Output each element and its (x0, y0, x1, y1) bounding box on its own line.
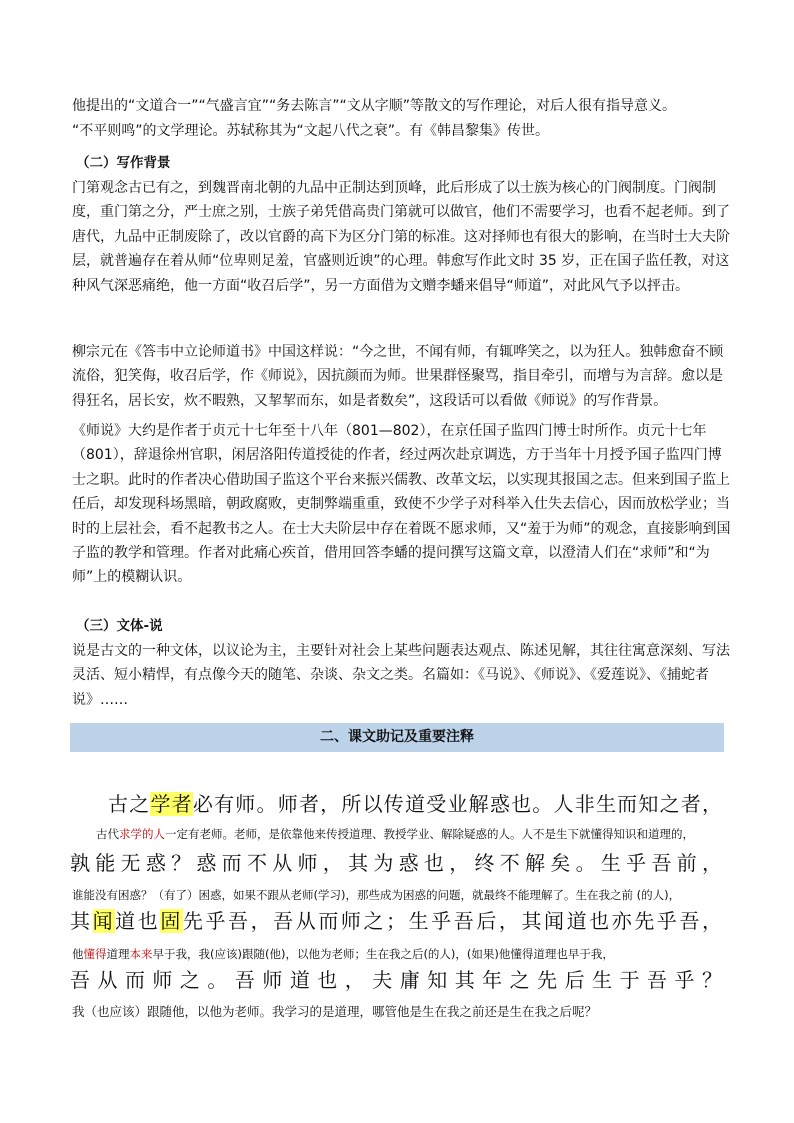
original-line-3: 其闻道也固先乎吾，吾从而师之；生乎吾后，其闻道也亦先乎吾， (70, 909, 723, 933)
original-line-1: 古之学者必有师。师者，所以传道受业解惑也。人非生而知之者， (108, 792, 723, 816)
highlight-xuezhe: 学者 (150, 792, 193, 816)
highlight-gu: 固 (160, 909, 183, 933)
section-title: 二、课文助记及重要注释 (320, 729, 474, 745)
original-line-2: 孰能无惑？惑而不从师，其为惑也，终不解矣。生乎吾前， (70, 851, 722, 875)
translation-line-4: 我（也应该）跟随他，以他为老师。我学习的是道理，哪管他是生在我之前还是生在我之后呢？ (72, 1004, 598, 1019)
translation-line-2: 谁能没有困惑？（有了）困惑，如果不跟从老师(学习)，那些成为困惑的问题，就最终不能理解了。生在我之前 (的人)， (72, 888, 681, 902)
genre-paragraph: 说是古文的一种文体，以议论为主，主要针对社会上某些问题表达观点、陈述见解，其往往寓意深刻、写法灵活、短小精悍，有点像今天的随笔、杂谈、杂文之类。名篇如：《马说》、《师说》、《爱莲说》、《捕蛇者说》…… (72, 643, 730, 708)
intro-line-1: 他提出的“文道合一”“气盛言宜”“务去陈言”“文从字顺”等散文的写作理论，对后人很有指导意义。 (72, 98, 677, 114)
translation-line-1: 古代求学的人一定有老师。老师，是依靠他来传授道理、教授学业、解除疑惑的人。人不是生下就懂得知识和道理的， (96, 827, 694, 841)
background-paragraph-1: 门第观念古已有之，到魏晋南北朝的九品中正制达到顶峰，此后形成了以士族为核心的门阀制度。门阀制度，重门第之分，严士庶之别，士族子弟凭借高贵门第就可以做官，他们不需要学习，也看不起老师。到了唐代，九品中正制废除了，改以官爵的高下为区分门第的标准。这对择师也有很大的影响，在当时士大夫阶层，就普遍存在着从师“位卑则足羞，官盛则近谀”的心理。韩愈写作此文时 35 岁，正在国子监任教，对这种风气深恶痛绝，他一方面“收召后学”，另一方面借为文赠李蟠来倡导“师道”，对此风气予以抨击。 (72, 180, 730, 294)
heading-genre: （三）文体-说 (76, 618, 163, 634)
heading-writing-background: （二）写作背景 (76, 155, 171, 171)
background-paragraph-2: 柳宗元在《答韦中立论师道书》中国这样说：“今之世，不闻有师，有辄哗笑之，以为狂人。独韩愈奋不顾流俗，犯笑侮，收召后学，作《师说》，因抗颜而为师。世果群怪聚骂，指目牵引，而增与为言辞。愈以是得狂名，居长安，炊不暇熟，又挈挈而东，如是者数矣”，这段话可以看做《师说》的写作背景。 (72, 344, 724, 409)
original-line-4: 吾从而师之。吾师道也，夫庸知其年之先后生于吾乎？ (70, 968, 722, 992)
translation-line-3: 他懂得道理本来早于我，我(应该)跟随(他)，以他为老师；生在我之后(的人)，(如果)他懂得道理也早于我， (72, 947, 614, 961)
red-qiuxue: 求学的人 (119, 827, 165, 841)
section-title-band (70, 723, 724, 752)
red-benlai: 本来 (129, 947, 153, 961)
red-dongde: 懂得 (83, 947, 107, 961)
highlight-wen: 闻 (92, 909, 116, 933)
intro-line-2: “不平则鸣”的文学理论。苏轼称其为“文起八代之衰”。有《韩昌黎集》传世。 (72, 123, 550, 139)
background-paragraph-3: 《师说》大约是作者于贞元十七年至十八年（801—802），在京任国子监四门博士时所作。贞元十七年（801），辞退徐州官职，闲居洛阳传道授徒的作者，经过两次赴京调选，方于当年十月授予国子监四门博士之职。此时的作者决心借助国子监这个平台来振兴儒教、改革文坛，以实现其报国之志。但来到国子监上任后，却发现科场黑暗，朝政腐败，吏制弊端重重，致使不少学子对科举入仕失去信心，因而放松学业；当时的上层社会，看不起教书之人。在士大夫阶层中存在着既不愿求师，又“羞于为师”的观念，直接影响到国子监的教学和管理。作者对此痛心疾首，借用回答李蟠的提问撰写这篇文章，以澄清人们在“求师”和“为师”上的模糊认识。 (72, 423, 731, 586)
